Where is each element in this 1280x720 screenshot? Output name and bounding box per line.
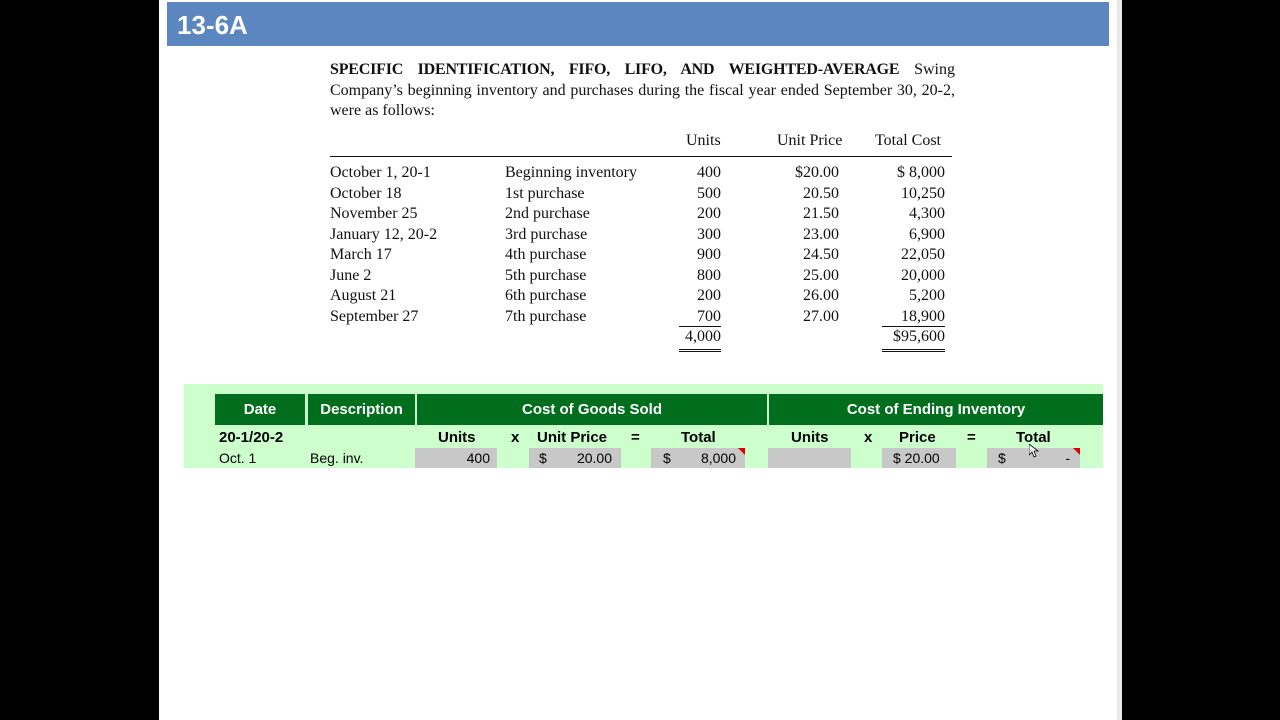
units-double-rule-1: [679, 349, 721, 350]
col-header-units: Units: [686, 132, 721, 149]
ws-sub-unit-price: Unit Price: [537, 429, 608, 446]
ws-sub-x: x: [511, 429, 520, 446]
ending-units-cell[interactable]: [768, 448, 851, 468]
ws-header-cogs: Cost of Goods Sold: [417, 394, 767, 425]
units-total: 4,000: [685, 328, 721, 345]
cogs-units-cell[interactable]: [415, 448, 497, 468]
cogs-unit-price-cell[interactable]: [529, 448, 621, 468]
cogs-unit-price-value: 20.00: [576, 450, 612, 466]
inventory-units-cell: 500: [697, 184, 721, 202]
ws-sub-total: Total: [681, 429, 716, 446]
cogs-units-value: 400: [466, 450, 490, 466]
title-bar: [167, 2, 1109, 46]
inventory-desc-cell: 6th purchase: [505, 287, 587, 304]
inventory-units-cell: 400: [697, 164, 721, 181]
inventory-total-cell: $ 8,000: [897, 164, 945, 181]
inventory-price-cell: 24.50: [803, 246, 839, 263]
ws-sub-price-ending: Price: [899, 429, 936, 446]
inventory-price-cell: 20.50: [803, 184, 839, 202]
worksheet-area: [184, 384, 1103, 468]
inventory-date-cell: October 1, 20-1: [330, 164, 431, 181]
inventory-price-cell: 23.00: [803, 225, 839, 243]
header-rule: [330, 156, 952, 157]
ws-sub-units: Units: [438, 429, 476, 446]
ws-period: 20-1/20-2: [219, 429, 284, 446]
inventory-date-cell: October 18: [330, 184, 402, 202]
inventory-price-cell: 25.00: [803, 266, 839, 284]
cogs-total-cell[interactable]: [651, 448, 745, 468]
inventory-units-cell: 200: [697, 205, 721, 222]
col-header-total-cost: Total Cost: [875, 132, 941, 149]
problem-statement: [330, 60, 955, 122]
ws-row-description: Beg. inv.: [310, 450, 364, 466]
inventory-units-cell: 200: [697, 287, 721, 304]
inventory-date-cell: January 12, 20-2: [330, 225, 438, 243]
inventory-total-cell: 20,000: [901, 266, 945, 284]
inventory-desc-cell: 3rd purchase: [505, 225, 588, 243]
inventory-total-cell: 22,050: [901, 246, 945, 263]
comment-indicator[interactable]: [1073, 448, 1080, 455]
total-double-rule-1: [882, 349, 945, 350]
inventory-desc-cell: 7th purchase: [505, 307, 587, 325]
inventory-date-cell: November 25: [330, 205, 418, 222]
slide: [159, 0, 1119, 720]
ending-price-value: $ 20.00: [893, 450, 940, 466]
inventory-date-cell: March 17: [330, 246, 392, 263]
total-sum-rule: [882, 326, 945, 327]
inventory-date-cell: August 21: [330, 287, 397, 304]
ending-price-cell[interactable]: [882, 448, 956, 468]
inventory-desc-cell: 2nd purchase: [505, 205, 590, 222]
inventory-desc-cell: 4th purchase: [505, 246, 587, 263]
inventory-total-cell: 18,900: [901, 307, 945, 325]
inventory-units-cell: 700: [697, 307, 721, 325]
ws-header-ending-inventory: Cost of Ending Inventory: [769, 394, 1103, 425]
inventory-total-cell: 6,900: [909, 225, 945, 243]
inventory-units-cell: 800: [697, 266, 721, 284]
comment-indicator[interactable]: [738, 448, 745, 455]
inventory-price-cell: 27.00: [803, 307, 839, 325]
ws-header-description: Description: [308, 394, 415, 425]
cogs-total-value: 8,000: [700, 450, 736, 466]
mouse-pointer-icon: [1029, 444, 1039, 458]
inventory-total-cell: 4,300: [909, 205, 945, 222]
ws-sub-eq-ending: =: [967, 429, 976, 446]
problem-heading: SPECIFIC IDENTIFICATION, FIFO, LIFO, AND WEIGHTED-AVERAGE: [330, 61, 900, 78]
inventory-date-cell: September 27: [330, 307, 419, 325]
ending-total-value: -: [1065, 450, 1070, 466]
inventory-total-cell: 5,200: [909, 287, 945, 304]
inventory-price-cell: $20.00: [795, 164, 839, 181]
units-sum-rule: [679, 326, 721, 327]
ws-sub-units-ending: Units: [791, 429, 829, 446]
ws-sub-x-ending: x: [864, 429, 873, 446]
inventory-price-cell: 26.00: [803, 287, 839, 304]
cogs-total-symbol: $: [663, 450, 671, 466]
window-edge: [1117, 0, 1122, 720]
inventory-date-cell: June 2: [330, 266, 372, 284]
slide-title: 13-6A: [177, 10, 248, 40]
ending-total-symbol: $: [998, 450, 1006, 466]
ws-sub-eq: =: [631, 429, 640, 446]
total-double-rule-2: [882, 351, 945, 352]
inventory-desc-cell: 1st purchase: [505, 184, 585, 202]
problem-body: Swing Company’s beginning inventory and purchases during the fiscal year ended September 30, 20-2, were as follows:: [330, 61, 956, 119]
inventory-desc-cell: 5th purchase: [505, 266, 587, 284]
cogs-unit-price-symbol: $: [539, 450, 547, 466]
units-double-rule-2: [679, 351, 721, 352]
inventory-units-cell: 900: [697, 246, 721, 263]
col-header-unit-price: Unit Price: [777, 132, 843, 149]
cost-total: $95,600: [893, 328, 945, 345]
inventory-price-cell: 21.50: [803, 205, 839, 222]
ws-row-date: Oct. 1: [219, 450, 257, 466]
ws-header-date: Date: [215, 394, 305, 425]
inventory-units-cell: 300: [697, 225, 721, 243]
inventory-total-cell: 10,250: [901, 184, 945, 202]
ws-sub-total-ending: Total: [1016, 429, 1051, 446]
inventory-desc-cell: Beginning inventory: [505, 164, 637, 181]
